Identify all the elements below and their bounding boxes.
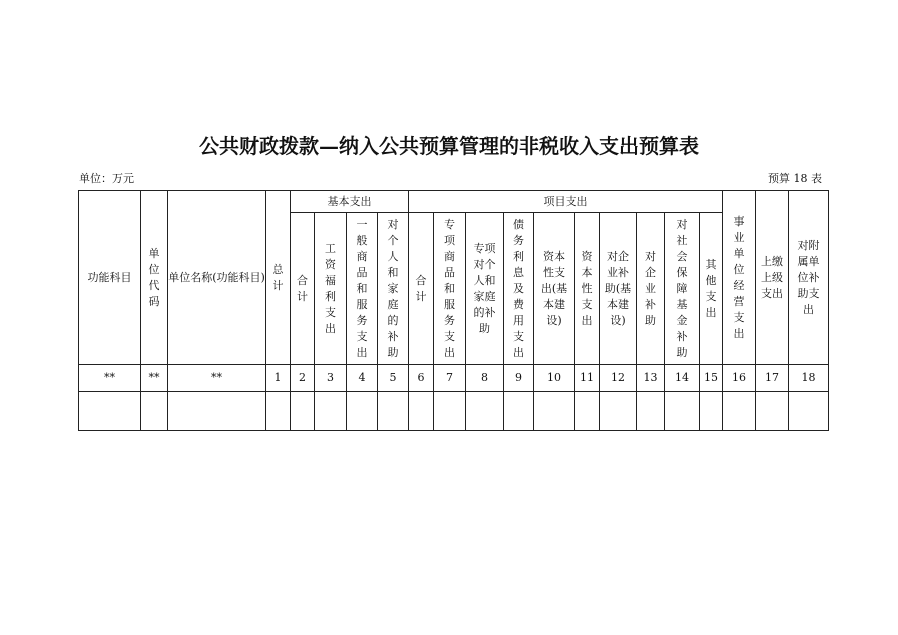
table-cell[interactable] <box>756 392 789 431</box>
table-cell: 3 <box>315 365 347 392</box>
table-cell[interactable] <box>723 392 756 431</box>
table-cell[interactable] <box>600 392 637 431</box>
table-cell[interactable] <box>168 392 266 431</box>
header-project-other: 其 他 支 出 <box>700 213 723 365</box>
table-cell: 18 <box>789 365 829 392</box>
table-cell: 16 <box>723 365 756 392</box>
header-basic-total: 合 计 <box>291 213 315 365</box>
table-cell: 7 <box>434 365 466 392</box>
table-cell[interactable] <box>789 392 829 431</box>
header-remit: 上缴 上级 支出 <box>756 191 789 365</box>
table-cell: 2 <box>291 365 315 392</box>
table-cell[interactable] <box>665 392 700 431</box>
table-cell: 12 <box>600 365 637 392</box>
table-cell[interactable] <box>347 392 378 431</box>
table-cell[interactable] <box>378 392 409 431</box>
table-cell[interactable] <box>79 392 141 431</box>
header-subsidiary: 对附 属单 位补 助支 出 <box>789 191 829 365</box>
table-cell: 13 <box>637 365 665 392</box>
table-cell[interactable] <box>266 392 291 431</box>
table-cell: ** <box>79 365 141 392</box>
table-cell[interactable] <box>534 392 575 431</box>
header-basic-household: 对 个 人 和 家 庭 的 补 助 <box>378 213 409 365</box>
table-cell[interactable] <box>700 392 723 431</box>
table-cell: 4 <box>347 365 378 392</box>
table-cell: 14 <box>665 365 700 392</box>
page-title: 公共财政拨款—纳入公共预算管理的非税收入支出预算表 <box>199 134 699 158</box>
table-cell: 6 <box>409 365 434 392</box>
header-project-capital-construction: 资本 性支 出(基 本建 设) <box>534 213 575 365</box>
table-cell[interactable] <box>141 392 168 431</box>
table-cell: 8 <box>466 365 504 392</box>
table-cell[interactable] <box>504 392 534 431</box>
table-number: 预算 18 表 <box>768 172 822 185</box>
header-project-goods: 专 项 商 品 和 服 务 支 出 <box>434 213 466 365</box>
table-cell: 11 <box>575 365 600 392</box>
header-project-debt: 债 务 利 息 及 费 用 支 出 <box>504 213 534 365</box>
header-project-group: 项目支出 <box>409 191 723 213</box>
header-unit-name: 单位名称(功能科目) <box>168 191 266 365</box>
header-basic-group: 基本支出 <box>291 191 409 213</box>
header-unit-code: 单 位 代 码 <box>141 191 168 365</box>
table-cell: 15 <box>700 365 723 392</box>
table-cell[interactable] <box>637 392 665 431</box>
table-cell[interactable] <box>315 392 347 431</box>
header-basic-wages: 工 资 福 利 支 出 <box>315 213 347 365</box>
header-project-enterprise-construction: 对企 业补 助(基 本建 设) <box>600 213 637 365</box>
table-cell[interactable] <box>291 392 315 431</box>
header-business: 事 业 单 位 经 营 支 出 <box>723 191 756 365</box>
budget-table <box>78 190 829 431</box>
table-cell[interactable] <box>409 392 434 431</box>
header-project-total: 合 计 <box>409 213 434 365</box>
table-cell: 9 <box>504 365 534 392</box>
table-row <box>79 365 829 392</box>
table-cell[interactable] <box>575 392 600 431</box>
header-project-enterprise: 对 企 业 补 助 <box>637 213 665 365</box>
header-project-household: 专项 对个 人和 家庭 的补 助 <box>466 213 504 365</box>
unit-label: 单位：万元 <box>79 172 134 185</box>
table-cell: 17 <box>756 365 789 392</box>
table-cell: ** <box>168 365 266 392</box>
table-cell: 10 <box>534 365 575 392</box>
table-cell: 5 <box>378 365 409 392</box>
header-project-social-security: 对 社 会 保 障 基 金 补 助 <box>665 213 700 365</box>
table-row <box>79 392 829 431</box>
table-cell[interactable] <box>466 392 504 431</box>
table-cell[interactable] <box>434 392 466 431</box>
header-basic-goods: 一 般 商 品 和 服 务 支 出 <box>347 213 378 365</box>
header-func-subject: 功能科目 <box>79 191 141 365</box>
table-cell: ** <box>141 365 168 392</box>
table-cell: 1 <box>266 365 291 392</box>
header-project-capital: 资 本 性 支 出 <box>575 213 600 365</box>
header-total: 总 计 <box>266 191 291 365</box>
